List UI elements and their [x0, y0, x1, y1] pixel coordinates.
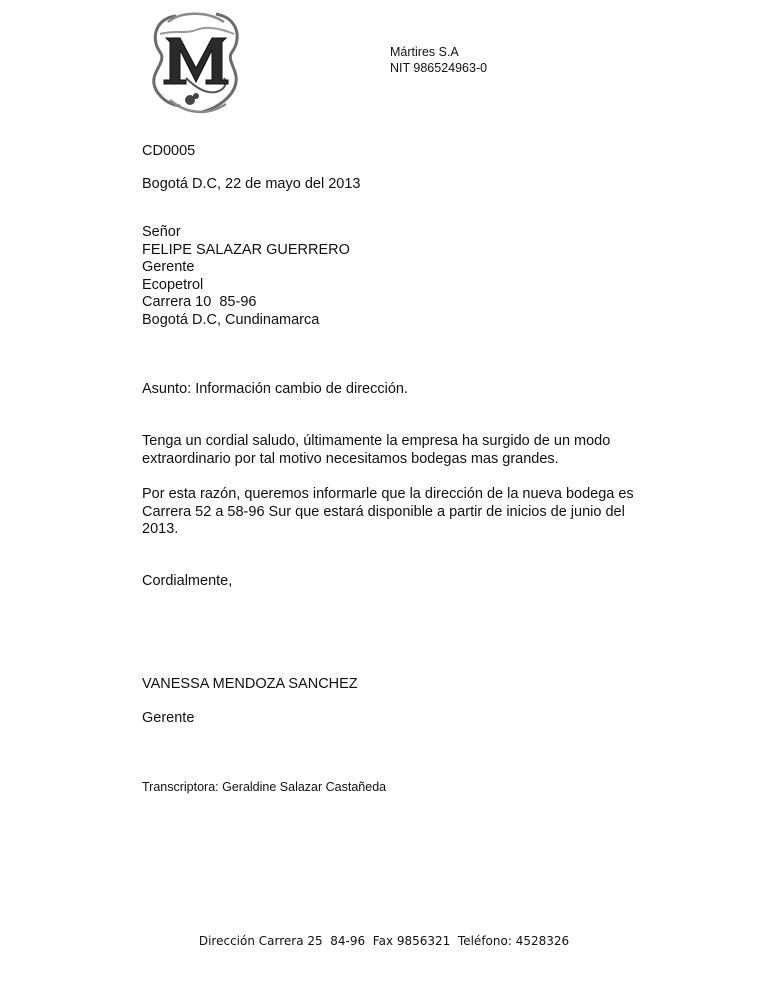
recipient-company: Ecopetrol	[142, 276, 204, 293]
signer-title: Gerente	[142, 710, 195, 726]
recipient-address: Carrera 10 85-96	[142, 294, 257, 310]
recipient-title: Gerente	[142, 259, 195, 275]
letter-code: CD0005	[142, 143, 196, 159]
company-logo-m-icon	[146, 8, 246, 118]
signer-name: VANESSA MENDOZA SANCHEZ	[142, 676, 358, 692]
company-header	[390, 44, 487, 76]
recipient-city: Bogotá D.C, Cundinamarca	[142, 311, 320, 328]
body-paragraph: Por esta razón, queremos informarle que la dirección de la nueva bodega es Carrera 52 a 58-96 Sur que estará disponible a partir de inicios de junio del 2013.	[142, 486, 634, 537]
recipient-name: FELIPE SALAZAR GUERRERO	[142, 241, 350, 258]
recipient-salutation: Señor	[142, 224, 181, 240]
body-paragraph: Tenga un cordial saludo, últimamente la empresa ha surgido de un modo extraordinario por tal motivo necesitamos bodegas mas grandes.	[142, 433, 611, 467]
company-nit: NIT 986524963-0	[390, 61, 488, 75]
closing: Cordialmente,	[142, 573, 233, 589]
footer-contact: Dirección Carrera 25 84-96 Fax 9856321 Teléfono: 4528326	[198, 934, 570, 948]
company-name: Mártires S.A	[390, 45, 459, 59]
transcriber-note: Transcriptora: Geraldine Salazar Castañeda	[142, 780, 387, 794]
subject-line: Asunto: Información cambio de dirección.	[142, 381, 408, 397]
recipient-block	[142, 224, 350, 329]
place-date: Bogotá D.C, 22 de mayo del 2013	[142, 176, 361, 192]
